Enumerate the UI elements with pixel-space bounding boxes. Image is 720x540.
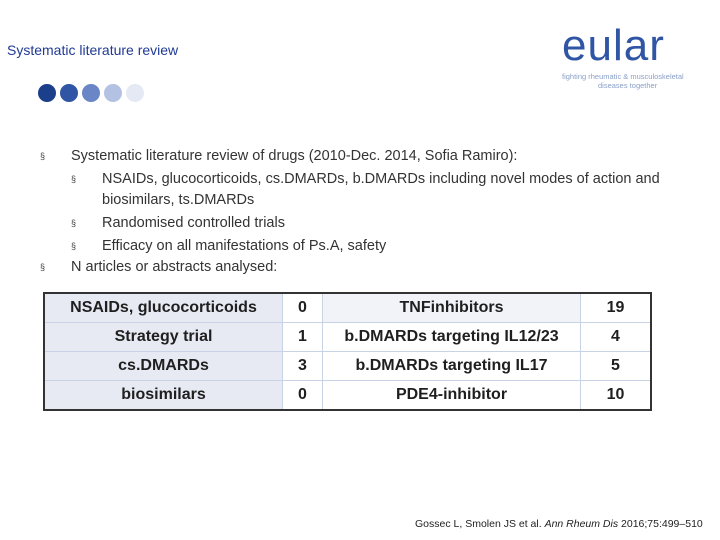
decorative-dot (104, 84, 122, 102)
table-row (44, 323, 651, 352)
row-label-left: NSAIDs, glucocorticoids (44, 293, 283, 323)
bullet-item (40, 257, 700, 278)
row-count-right: 4 (581, 323, 652, 352)
decorative-dot (126, 84, 144, 102)
row-count-right: 19 (581, 293, 652, 323)
sub-bullet-text: Randomised controlled trials (102, 215, 285, 231)
eular-logo (562, 22, 702, 90)
bullet-list (40, 146, 700, 278)
table-row (44, 293, 651, 323)
bullet-item (40, 146, 700, 167)
logo-tagline (562, 72, 702, 90)
row-label-right: TNFinhibitors (323, 293, 581, 323)
row-label-left: Strategy trial (44, 323, 283, 352)
sub-bullet-marker: § (71, 241, 77, 251)
row-label-right: PDE4-inhibitor (323, 381, 581, 411)
results-table (43, 292, 652, 411)
bullet-marker: § (40, 151, 46, 161)
row-count-left: 3 (283, 352, 323, 381)
decorative-dots (38, 84, 144, 102)
row-count-left: 0 (283, 293, 323, 323)
reference (415, 518, 703, 530)
sub-bullet-item (71, 236, 700, 257)
logo-wordmark: eular (562, 21, 665, 70)
row-label-left: biosimilars (44, 381, 283, 411)
row-count-left: 1 (283, 323, 323, 352)
table-row (44, 381, 651, 411)
decorative-dot (38, 84, 56, 102)
decorative-dot (60, 84, 78, 102)
row-count-right: 5 (581, 352, 652, 381)
bullet-text: N articles or abstracts analysed: (71, 259, 278, 275)
bullet-text: Systematic literature review of drugs (2010-Dec. 2014, Sofia Ramiro): (71, 148, 518, 164)
reference-citation: 2016;75:499–510 (618, 518, 703, 530)
bullet-marker: § (40, 262, 46, 272)
row-label-right: b.DMARDs targeting IL12/23 (323, 323, 581, 352)
row-count-left: 0 (283, 381, 323, 411)
row-label-right: b.DMARDs targeting IL17 (323, 352, 581, 381)
sub-bullet-item (71, 169, 700, 211)
sub-bullet-text: Efficacy on all manifestations of Ps.A, safety (102, 238, 387, 254)
sub-bullet-marker: § (71, 218, 77, 228)
decorative-dot (82, 84, 100, 102)
sub-bullet-text: NSAIDs, glucocorticoids, cs.DMARDs, b.DMARDs including novel modes of action and biosimilars, ts.DMARDs (102, 171, 660, 208)
logo-tagline-line-2: diseases together (598, 81, 658, 90)
slide-title: Systematic literature review (7, 42, 179, 58)
logo-tagline-line-1: fighting rheumatic & musculoskeletal (562, 72, 684, 81)
table-row (44, 352, 651, 381)
reference-journal: Ann Rheum Dis (544, 518, 619, 530)
sub-bullet-item (71, 213, 700, 234)
sub-bullet-marker: § (71, 174, 77, 184)
reference-authors: Gossec L, Smolen JS et al. (415, 518, 545, 530)
row-label-left: cs.DMARDs (44, 352, 283, 381)
row-count-right: 10 (581, 381, 652, 411)
